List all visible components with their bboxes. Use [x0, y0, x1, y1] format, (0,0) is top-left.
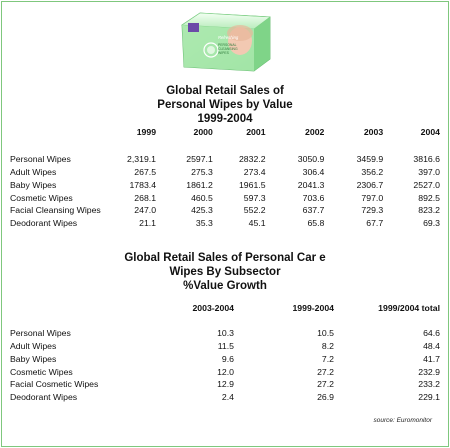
row-label: Adult Wipes — [10, 340, 57, 351]
cell-value: 2832.2 — [238, 154, 266, 165]
row-label: Personal Wipes — [10, 328, 71, 339]
cell-value: 397.0 — [418, 166, 440, 177]
row-label: Personal Wipes — [10, 154, 71, 165]
table-row — [10, 327, 440, 340]
cell-value: 3816.6 — [413, 154, 440, 165]
cell-value: 247.0 — [134, 205, 157, 216]
table2-header-row — [10, 302, 440, 315]
cell-value: 69.3 — [423, 218, 440, 229]
cell-value: 67.7 — [366, 218, 384, 229]
year-header: 2000 — [193, 127, 213, 138]
period-header: 1999/2004 total — [378, 303, 440, 314]
cell-value: 1861.2 — [186, 179, 213, 190]
table1-corner — [10, 126, 115, 139]
year-header: 2004 — [420, 127, 440, 138]
row-label: Facial Cleansing Wipes — [10, 205, 101, 216]
table-row — [10, 378, 440, 391]
cell-value: 10.5 — [317, 328, 334, 339]
table1-title-line3: 1999-2004 — [197, 113, 253, 125]
cell-value: 1783.4 — [129, 179, 157, 190]
cell-value: 797.0 — [361, 192, 384, 203]
row-label: Deodorant Wipes — [10, 218, 78, 229]
cell-value: 356.2 — [361, 166, 384, 177]
cell-value: 2041.3 — [297, 179, 325, 190]
cell-value: 12.9 — [217, 379, 234, 390]
cell-value: 268.1 — [134, 192, 157, 203]
table-row — [10, 352, 440, 365]
cell-value: 3459.9 — [356, 154, 384, 165]
table-row — [10, 166, 440, 179]
cell-value: 275.3 — [191, 166, 213, 177]
cell-value: 823.2 — [418, 205, 440, 216]
cell-value: 26.9 — [317, 392, 334, 403]
table2-corner — [10, 302, 138, 315]
cell-value: 1961.5 — [238, 179, 266, 190]
row-label: Cosmetic Wipes — [10, 366, 73, 377]
cell-value: 21.1 — [139, 218, 157, 229]
cell-value: 273.4 — [243, 166, 266, 177]
year-header: 1999 — [136, 127, 157, 138]
table-row — [10, 340, 440, 353]
cell-value: 2597.1 — [186, 154, 213, 165]
cell-value: 2.4 — [221, 392, 234, 403]
cell-value: 35.3 — [195, 218, 213, 229]
cell-value: 11.5 — [217, 340, 234, 351]
cell-value: 703.6 — [302, 192, 325, 203]
cell-value: 232.9 — [418, 366, 440, 377]
product-text-2: PERSONAL — [218, 43, 237, 47]
period-header: 2003-2004 — [192, 303, 234, 314]
cell-value: 45.1 — [248, 218, 266, 229]
cell-value: 3050.9 — [297, 154, 325, 165]
sales-by-value-table — [10, 126, 440, 230]
cell-value: 27.2 — [317, 366, 334, 377]
cell-value: 41.7 — [423, 353, 440, 364]
table-row — [10, 153, 440, 166]
cell-value: 306.4 — [302, 166, 325, 177]
cell-value: 229.1 — [418, 392, 440, 403]
source-note: source: Euromonitor — [373, 417, 432, 424]
row-label: Adult Wipes — [10, 166, 57, 177]
table-row — [10, 204, 440, 217]
cell-value: 48.4 — [423, 340, 440, 351]
cell-value: 2306.7 — [356, 179, 384, 190]
row-label: Deodorant Wipes — [10, 392, 78, 403]
period-header: 1999-2004 — [292, 303, 334, 314]
table-row — [10, 365, 440, 378]
cell-value: 8.2 — [321, 340, 334, 351]
product-text-1: Refreshing — [218, 35, 239, 40]
cell-value: 10.3 — [217, 328, 234, 339]
cell-value: 27.2 — [317, 379, 334, 390]
cell-value: 12.0 — [217, 366, 234, 377]
cell-value: 267.5 — [134, 166, 157, 177]
cell-value: 233.2 — [418, 379, 440, 390]
cell-value: 9.6 — [221, 353, 234, 364]
brand-badge — [188, 23, 199, 32]
table1-title-line1: Global Retail Sales of — [166, 85, 284, 97]
table-row — [10, 191, 440, 204]
value-growth-table — [10, 302, 440, 404]
cell-value: 2,319.1 — [127, 154, 157, 165]
cell-value: 892.5 — [418, 192, 440, 203]
cell-value: 425.3 — [191, 205, 213, 216]
product-text-4: WIPES — [218, 51, 229, 55]
row-label: Baby Wipes — [10, 353, 57, 364]
table2-title-line3: %Value Growth — [183, 280, 267, 292]
cell-value: 597.3 — [243, 192, 266, 203]
cell-value: 64.6 — [423, 328, 440, 339]
table2-title-line1: Global Retail Sales of Personal Car e — [124, 252, 326, 264]
table2-title-line2: Wipes By Subsector — [169, 266, 281, 278]
cell-value: 7.2 — [321, 353, 334, 364]
table1-header-row — [10, 126, 440, 139]
cell-value: 65.8 — [307, 218, 325, 229]
table-row — [10, 217, 440, 230]
row-label: Baby Wipes — [10, 179, 57, 190]
cell-value: 460.5 — [191, 192, 213, 203]
product-text-3: CLEANSING — [218, 47, 238, 51]
table1-title-line2: Personal Wipes by Value — [157, 99, 293, 111]
cell-value: 2527.0 — [413, 179, 440, 190]
table-row — [10, 178, 440, 191]
cell-value: 729.3 — [361, 205, 384, 216]
row-label: Facial Cosmetic Wipes — [10, 379, 99, 390]
table2-title — [0, 251, 450, 293]
product-photo — [178, 5, 274, 77]
cell-value: 637.7 — [302, 205, 325, 216]
table1-title — [0, 84, 450, 126]
year-header: 2003 — [363, 127, 384, 138]
year-header: 2002 — [305, 127, 325, 138]
cell-value: 552.2 — [243, 205, 266, 216]
row-label: Cosmetic Wipes — [10, 192, 73, 203]
table-row — [10, 391, 440, 404]
year-header: 2001 — [246, 127, 266, 138]
